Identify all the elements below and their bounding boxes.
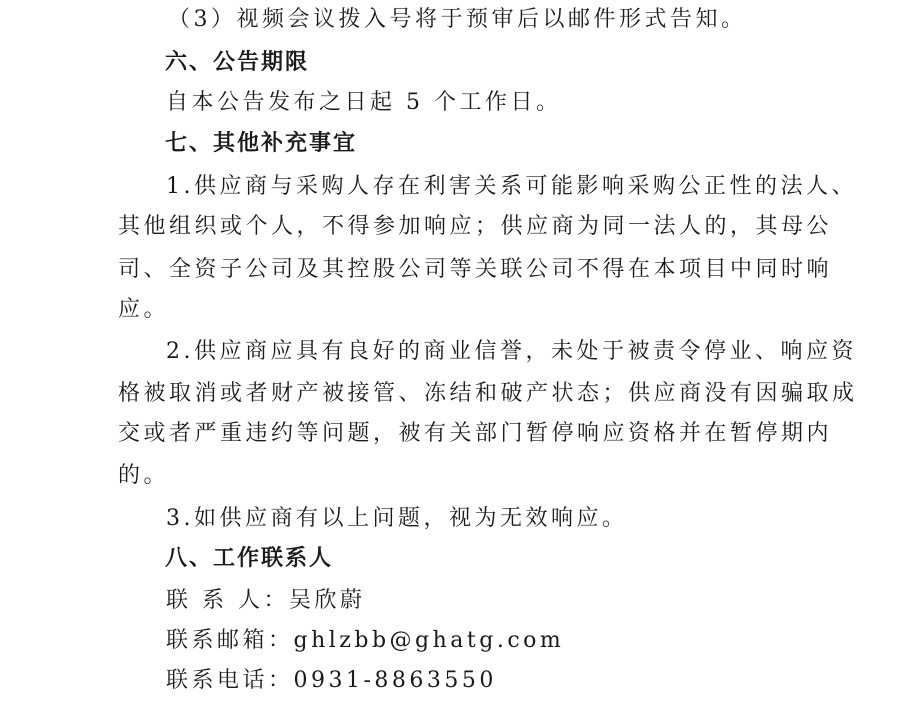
section-7-p1-line-4: 应。 [118,297,170,322]
section-7-heading: 七、其他补充事宜 [165,131,358,156]
section-7-p3: 3.如供应商有以上问题，视为无效响应。 [166,506,628,531]
section-7-p1-line-2: 其他组织或个人，不得参加响应；供应商为同一法人的，其母公 [118,214,833,239]
section-6-body: 自本公告发布之日起 5 个工作日。 [166,90,562,115]
item-3-line: （3）视频会议拨入号将于预审后以邮件形式告知。 [168,7,747,32]
section-6-heading: 六、公告期限 [165,50,310,75]
section-7-p2-line-2: 格被取消或者财产被接管、冻结和破产状态；供应商没有因骗取成 [118,381,858,406]
contact-phone: 联系电话：0931-8863550 [166,668,497,693]
section-7-p1-line-3: 司、全资子公司及其控股公司等关联公司不得在本项目中同时响 [118,257,833,282]
contact-email: 联系邮箱：ghlzbb@ghatg.com [166,628,565,653]
section-7-p2-line-1: 2.供应商应具有良好的商业信誉，未处于被责令停业、响应资 [166,339,857,364]
contact-person: 联 系 人：吴欣蔚 [166,588,366,613]
section-7-p1-line-1: 1.供应商与采购人存在利害关系可能影响采购公正性的法人、 [166,174,857,199]
section-8-heading: 八、工作联系人 [165,546,334,571]
section-7-p2-line-3: 交或者严重违约等问题，被有关部门暂停响应资格并在暂停期内 [118,421,833,446]
section-7-p2-line-4: 的。 [118,463,170,488]
